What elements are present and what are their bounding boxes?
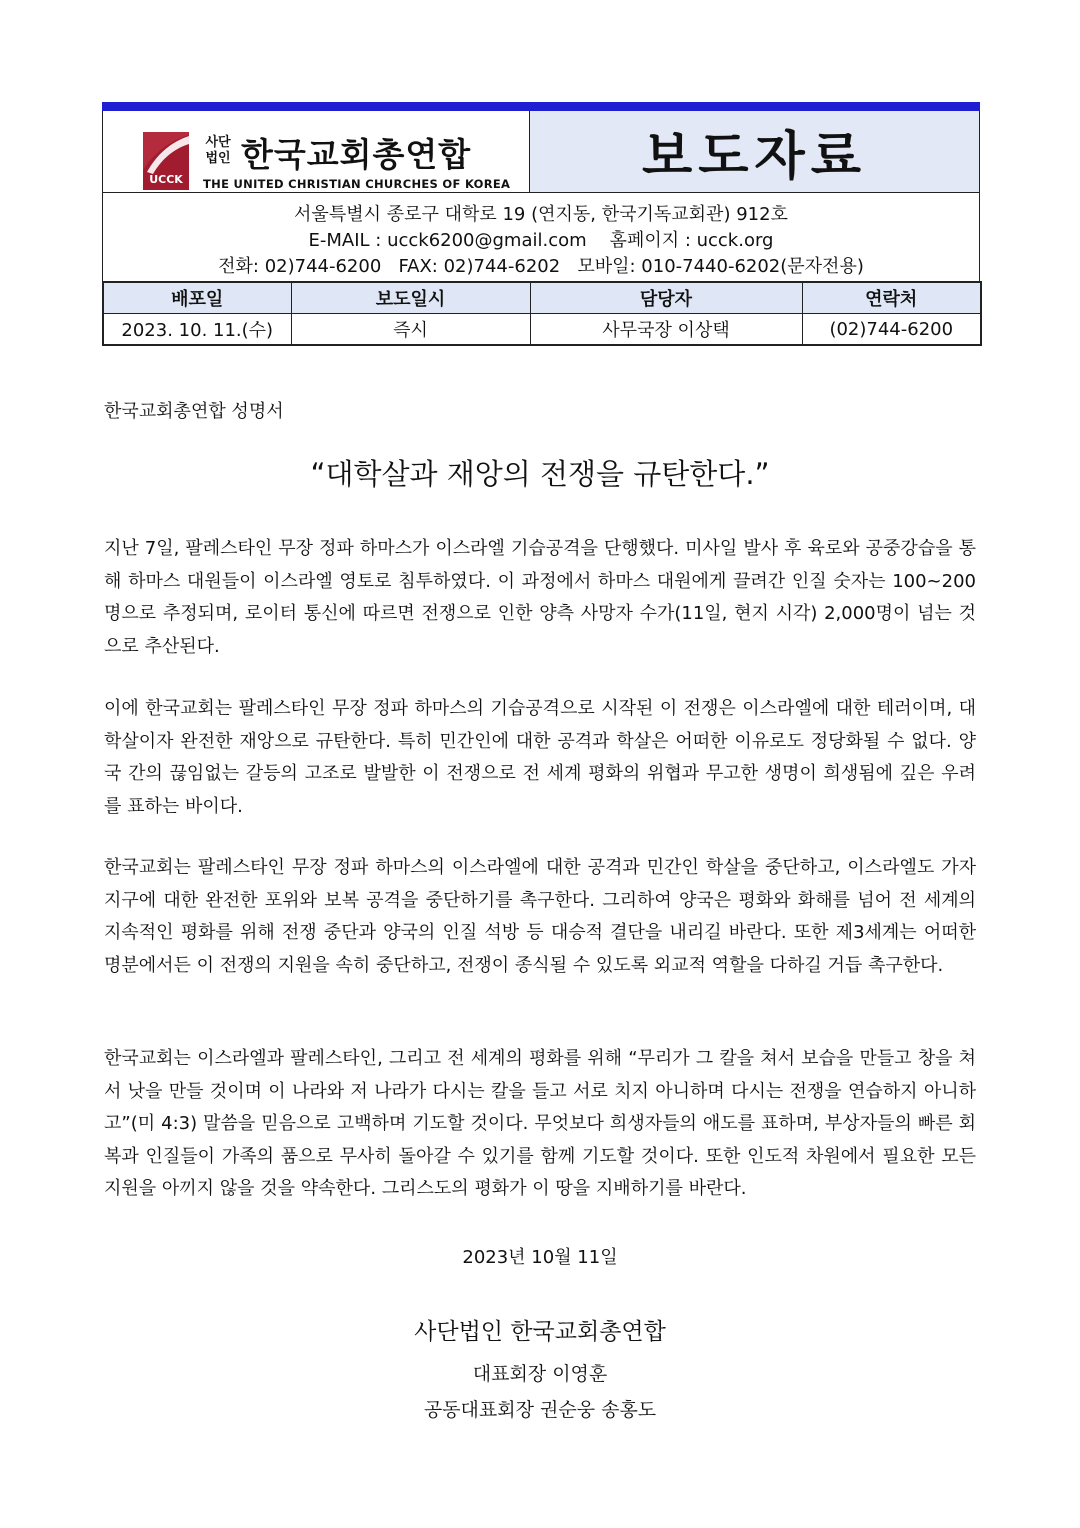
table-header-cell: 담당자 — [530, 282, 802, 314]
issuing-organization: 사단법인 한국교회총연합 — [414, 1319, 666, 1345]
table-header-row — [103, 282, 981, 314]
header-accent-bar — [102, 102, 980, 111]
ucck-logo-icon — [143, 132, 189, 190]
contact-block — [102, 193, 980, 281]
contact-address: 서울특별시 종로구 대학로 19 (연지동, 한국기독교회관) 912호 — [294, 204, 788, 225]
phone-cell: (02)744-6200 — [802, 314, 981, 346]
body-paragraph-3: 한국교회는 팔레스타인 무장 정파 하마스의 이스라엘에 대한 공격과 민간인 학살을 중단하고, 이스라엘도 가자지구에 대한 완전한 포위와 보복 공격을 중단하기를 촉구한다. 그리하여 양국은 평화와 화해를 넘어 전 세계의 지속적인 평화를 위해 전쟁 중단과 양국의 인질 석방 등 대승적 결단을 내리길 바란다. 또한 제3세계는 어떠한 명분에서든 이 전쟁의 지원을 속히 중단하고, 전쟁이 종식될 수 있도록 외교적 역할을 다하길 거듭 촉구한다. — [104, 857, 976, 976]
contact-person-cell: 사무국장 이상택 — [530, 314, 802, 346]
release-date-cell: 2023. 10. 11.(수) — [103, 314, 291, 346]
table-header-cell: 보도일시 — [291, 282, 530, 314]
table-header-cell: 연락처 — [802, 282, 981, 314]
statement-headline: “대학살과 재앙의 전쟁을 규탄한다.” — [310, 457, 770, 491]
org-english-name: THE UNITED CHRISTIAN CHURCHES OF KOREA — [203, 177, 511, 191]
table-header-cell: 배포일 — [103, 282, 291, 314]
signatory-president: 대표회장 이영훈 — [472, 1363, 608, 1385]
embargo-cell: 즉시 — [291, 314, 530, 346]
statement-date: 2023년 10월 11일 — [462, 1247, 618, 1268]
org-type-label: 사단법인 — [205, 135, 231, 166]
body-paragraph-1: 지난 7일, 팔레스타인 무장 정파 하마스가 이스라엘 기습공격을 단행했다. 미사일 발사 후 육로와 공중강습을 통해 하마스 대원들이 이스라엘 영토로 침투하였다. 이 과정에서 하마스 대원에게 끌려간 인질 숫자는 100~200명으로 추정되며, 로이터 통신에 따르면 전쟁으로 인한 양측 사망자 수가(11일, 현지 시각) 2,000명이 넘는 것으로 추산된다. — [104, 538, 976, 657]
header-title-row — [102, 111, 980, 193]
table-row — [103, 314, 981, 346]
document-label: 한국교회총연합 성명서 — [104, 401, 284, 422]
org-logo-block — [103, 111, 530, 192]
logo-text: UCCK — [149, 173, 183, 186]
doc-type-title: 보도자료 — [642, 127, 867, 187]
org-name: 한국교회총연합 — [241, 135, 472, 174]
body-paragraph-2: 이에 한국교회는 팔레스타인 무장 정파 하마스의 기습공격으로 시작된 이 전쟁은 이스라엘에 대한 테러이며, 대학살이자 완전한 재앙으로 규탄한다. 특히 민간인에 대한 공격과 학살은 어떠한 이유로도 정당화될 수 없다. 양국 간의 끊임없는 갈등의 고조로 발발한 이 전쟁으로 전 세계 평화의 위협과 무고한 생명이 희생됨에 깊은 우려를 표하는 바이다. — [104, 698, 976, 817]
signatory-co-presidents: 공동대표회장 권순웅 송홍도 — [423, 1399, 657, 1421]
release-info-table — [102, 281, 982, 346]
contact-phone: 전화: 02)744-6200 FAX: 02)744-6202 모바일: 010-7440-6202(문자전용) — [218, 256, 864, 277]
doc-type-block — [530, 111, 979, 192]
contact-email: E-MAIL : ucck6200@gmail.com 홈페이지 : ucck.org — [308, 230, 774, 251]
body-paragraph-4: 한국교회는 이스라엘과 팔레스타인, 그리고 전 세계의 평화를 위해 “무리가 그 칼을 쳐서 보습을 만들고 창을 쳐서 낫을 만들 것이며 이 나라와 저 나라가 다시는 칼을 들고 서로 치지 아니하며 다시는 전쟁을 연습하지 아니하고”(미 4:3) 말씀을 믿음으로 고백하며 기도할 것이다. 무엇보다 희생자들의 애도를 표하며, 부상자들의 빠른 회복과 인질들이 가족의 품으로 무사히 돌아갈 수 있기를 함께 기도할 것이다. 또한 인도적 차원에서 필요한 모든 지원을 아끼지 않을 것을 약속한다. 그리스도의 평화가 이 땅을 지배하기를 바란다. — [104, 1048, 976, 1199]
press-release-header — [102, 102, 980, 346]
